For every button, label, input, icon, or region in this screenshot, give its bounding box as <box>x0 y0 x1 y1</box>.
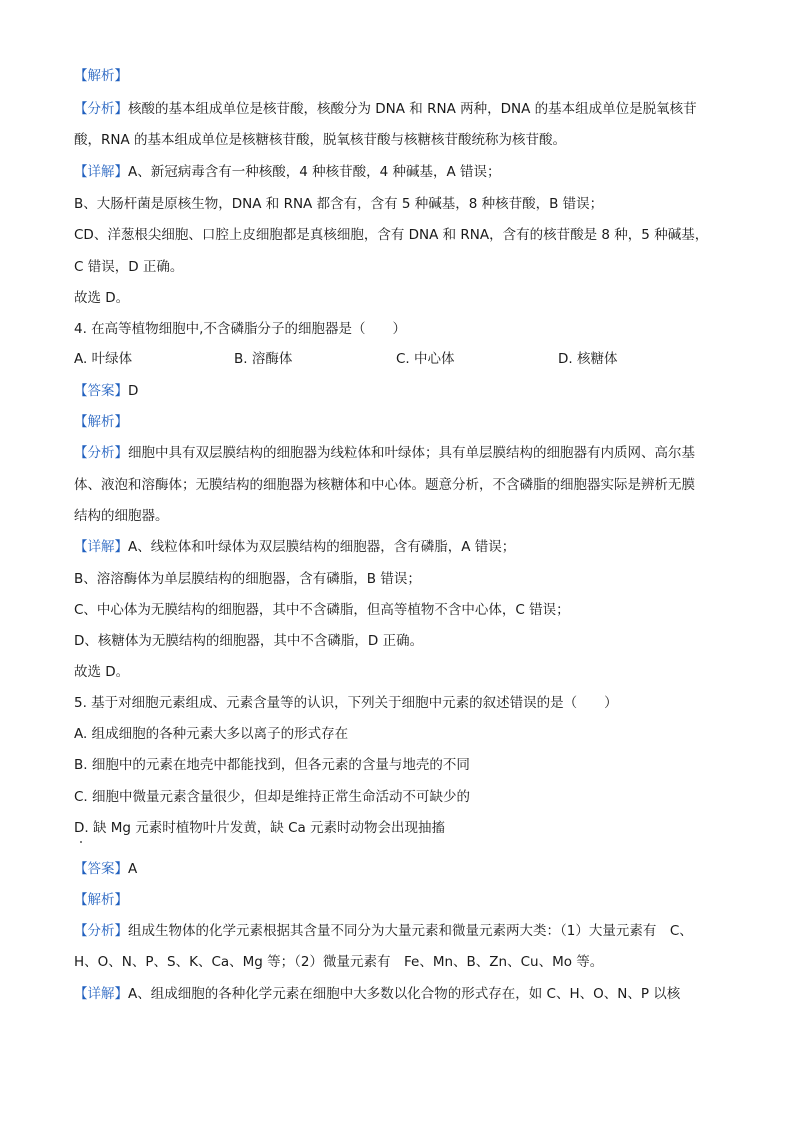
q5-option-a: A. 组成细胞的各种元素大多以离子的形式存在 <box>74 726 349 742</box>
analysis-line-3-2: 酸，RNA 的基本组成单位是核糖核苷酸，脱氧核苷酸与核糖核苷酸统称为核苷酸。 <box>74 132 567 148</box>
fenxi-tag: 【分析】 <box>74 101 128 117</box>
jiexi-label-5: 【解析】 <box>74 892 128 908</box>
detail-text: A、组成细胞的各种化学元素在细胞中大多数以化合物的形式存在，如 C、H、O、N、P 以核 <box>128 986 681 1002</box>
analysis-text: 核酸的基本组成单位是核苷酸，核酸分为 DNA 和 RNA 两种，DNA 的基本组成单位是脱氧核苷 <box>128 101 697 117</box>
detail-line-4-b: B、溶溶酶体为单层膜结构的细胞器，含有磷脂，B 错误； <box>74 571 421 587</box>
answer-value: A <box>128 861 138 877</box>
q4-option-c: C. 中心体 <box>396 351 455 367</box>
q5-option-c: C. 细胞中微量元素含量很少，但却是维持正常生命活动不可缺少的 <box>74 789 471 805</box>
detail-line-5-1 <box>74 985 680 1003</box>
jiexi-label-4: 【解析】 <box>74 414 128 430</box>
detail-text: A、线粒体和叶绿体为双层膜结构的细胞器，含有磷脂，A 错误； <box>128 539 516 555</box>
analysis-line-5-1 <box>74 922 693 940</box>
detail-line-4-c: C、中心体为无膜结构的细胞器，其中不含磷脂，但高等植物不含中心体，C 错误； <box>74 602 570 618</box>
analysis-line-3-1 <box>74 100 697 118</box>
xiangjie-tag: 【详解】 <box>74 986 128 1002</box>
q5-answer <box>74 860 137 878</box>
detail-text: A、新冠病毒含有一种核酸，4 种核苷酸，4 种碱基，A 错误； <box>128 164 501 180</box>
q4-option-b: B. 溶酶体 <box>234 351 293 367</box>
q4-option-d: D. 核糖体 <box>558 351 618 367</box>
question-5-stem: 5. 基于对细胞元素组成、元素含量等的认识，下列关于细胞中元素的叙述错误的是（ ） <box>74 695 618 711</box>
xiangjie-tag: 【详解】 <box>74 164 128 180</box>
question-4-stem: 4. 在高等植物细胞中,不含磷脂分子的细胞器是（ ） <box>74 321 406 337</box>
detail-line-3-1 <box>74 163 501 181</box>
q4-option-a: A. 叶绿体 <box>74 351 133 367</box>
answer-value: D <box>128 383 139 399</box>
analysis-line-4-2: 体、液泡和溶酶体；无膜结构的细胞器为核糖体和中心体。题意分析，不含磷脂的细胞器实际是辨析无膜 <box>74 477 695 493</box>
conclusion-4: 故选 D。 <box>74 664 130 680</box>
q5-option-b: B. 细胞中的元素在地壳中都能找到，但各元素的含量与地壳的不同 <box>74 757 470 773</box>
analysis-line-5-2: H、O、N、P、S、K、Ca、Mg 等；（2）微量元素有 Fe、Mn、B、Zn、Cu、Mo 等。 <box>74 954 604 970</box>
detail-line-4-d: D、核糖体为无膜结构的细胞器，其中不含磷脂，D 正确。 <box>74 633 424 649</box>
answer-tag: 【答案】 <box>74 861 128 877</box>
jiexi-label-3: 【解析】 <box>74 68 128 84</box>
conclusion-3: 故选 D。 <box>74 290 130 306</box>
answer-tag: 【答案】 <box>74 383 128 399</box>
q4-answer <box>74 382 138 400</box>
xiangjie-tag: 【详解】 <box>74 539 128 555</box>
analysis-text: 细胞中具有双层膜结构的细胞器为线粒体和叶绿体；具有单层膜结构的细胞器有内质网、高尔基 <box>128 445 695 461</box>
analysis-text: 组成生物体的化学元素根据其含量不同分为大量元素和微量元素两大类：（1）大量元素有 C、 <box>128 923 693 939</box>
q5-option-d: D. 缺 Mg 元素时植物叶片发黄，缺 Ca 元素时动物会出现抽搐 <box>74 820 446 836</box>
analysis-line-4-1 <box>74 444 695 462</box>
detail-line-3-b: B、大肠杆菌是原核生物，DNA 和 RNA 都含有，含有 5 种碱基，8 种核苷酸，B 错误； <box>74 196 604 212</box>
fenxi-tag: 【分析】 <box>74 923 128 939</box>
detail-line-4-1 <box>74 538 515 556</box>
fenxi-tag: 【分析】 <box>74 445 128 461</box>
detail-line-3-cd2: C 错误，D 正确。 <box>74 259 184 275</box>
detail-line-3-cd1: CD、洋葱根尖细胞、口腔上皮细胞都是真核细胞，含有 DNA 和 RNA，含有的核苷酸是 8 种，5 种碱基， <box>74 227 709 243</box>
analysis-line-4-3: 结构的细胞器。 <box>74 508 169 524</box>
stray-dot <box>80 841 82 843</box>
